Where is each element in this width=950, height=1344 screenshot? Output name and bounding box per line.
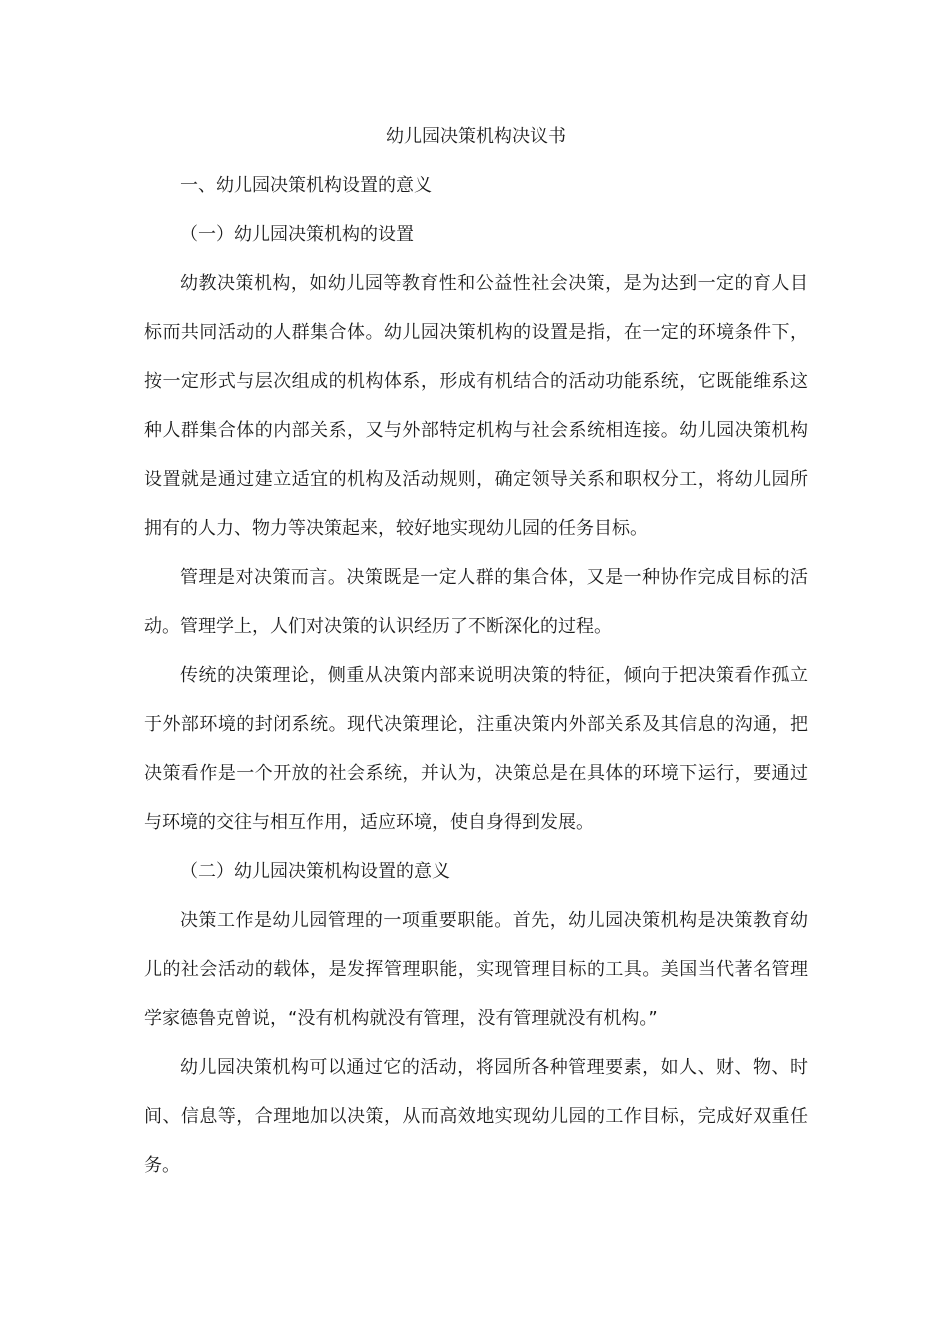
document-body [144,112,808,1190]
paragraph-2: 管理是对决策而言。决策既是一定人群的集合体，又是一种协作完成目标的活动。管理学上，人们对决策的认识经历了不断深化的过程。 [144,567,808,637]
paragraph-5: 幼儿园决策机构可以通过它的活动，将园所各种管理要素，如人、财、物、时间、信息等，合理地加以决策，从而高效地实现幼儿园的工作目标，完成好双重任务。 [144,1057,808,1176]
subsection-heading-2: （二）幼儿园决策机构设置的意义 [180,861,450,882]
subsection-heading-1: （一）幼儿园决策机构的设置 [180,224,414,245]
section-heading-1: 一、幼儿园决策机构设置的意义 [180,175,432,196]
paragraph-3: 传统的决策理论，侧重从决策内部来说明决策的特征，倾向于把决策看作孤立于外部环境的封闭系统。现代决策理论，注重决策内外部关系及其信息的沟通，把决策看作是一个开放的社会系统，并认为，决策总是在具体的环境下运行，要通过与环境的交往与相互作用，适应环境，使自身得到发展。 [144,665,808,833]
document-title: 幼儿园决策机构决议书 [386,126,566,147]
paragraph-1: 幼教决策机构，如幼儿园等教育性和公益性社会决策，是为达到一定的育人目标而共同活动的人群集合体。幼儿园决策机构的设置是指，在一定的环境条件下，按一定形式与层次组成的机构体系，形成有机结合的活动功能系统，它既能维系这种人群集合体的内部关系，又与外部特定机构与社会系统相连接。幼儿园决策机构设置就是通过建立适宜的机构及活动规则，确定领导关系和职权分工，将幼儿园所拥有的人力、物力等决策起来，较好地实现幼儿园的任务目标。 [144,273,808,539]
paragraph-4: 决策工作是幼儿园管理的一项重要职能。首先，幼儿园决策机构是决策教育幼儿的社会活动的载体，是发挥管理职能，实现管理目标的工具。美国当代著名管理学家德鲁克曾说，“没有机构就没有管理，没有管理就没有机构。” [144,910,808,1029]
